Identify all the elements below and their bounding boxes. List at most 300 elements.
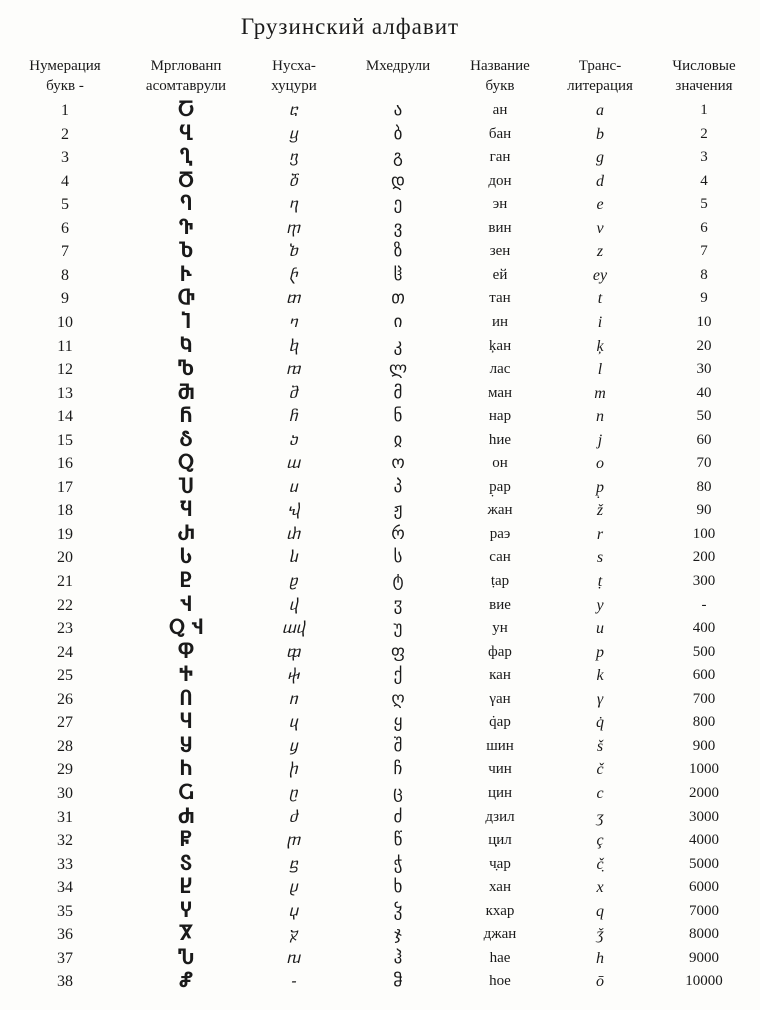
cell-transliteration: č̣ (596, 855, 604, 873)
cell-mkhedruli: ლ (388, 359, 408, 380)
cell-letter-name: вин (488, 219, 512, 236)
cell-numeric-value: 200 (692, 549, 716, 566)
cell-transliteration: g (596, 149, 604, 167)
table-row (0, 900, 760, 924)
cell-numeric-value: 70 (696, 455, 712, 472)
cell-number: 4 (61, 172, 69, 190)
cell-transliteration: x (596, 879, 604, 897)
cell-numeric-value: 1 (700, 102, 708, 118)
cell-numeric-value: 90 (696, 502, 712, 519)
cell-transliteration: a (596, 102, 604, 119)
table-row (0, 923, 760, 947)
cell-number: 30 (57, 784, 73, 802)
cell-mrglovani: Ⴇ (177, 287, 195, 310)
cell-mrglovani: Ⴈ (181, 310, 191, 333)
cell-transliteration: ō (596, 973, 604, 991)
cell-mrglovani: Ⴗ (180, 711, 192, 734)
cell-mkhedruli: უ (393, 618, 403, 639)
cell-transliteration: j (597, 431, 603, 449)
cell-nuskhakhutsuri: ⴀ (289, 101, 299, 119)
table-row (0, 452, 760, 476)
cell-mkhedruli: ჟ (393, 500, 403, 521)
cell-number: 37 (57, 949, 73, 967)
cell-transliteration: t (597, 290, 603, 308)
cell-number: 25 (57, 667, 73, 685)
cell-transliteration: z (596, 243, 604, 261)
cell-numeric-value: 4000 (689, 832, 719, 849)
table-row (0, 170, 760, 194)
table-row (0, 546, 760, 570)
header-transliteration-line2: литерация (567, 78, 633, 94)
cell-mkhedruli: წ (393, 830, 403, 851)
cell-transliteration: ç (596, 832, 604, 850)
cell-letter-name: сан (489, 549, 511, 566)
cell-number: 18 (57, 502, 73, 520)
cell-letter-name: hoe (489, 973, 511, 990)
cell-letter-name: тан (489, 290, 511, 307)
cell-mrglovani: Ⴝ (180, 852, 192, 875)
cell-mrglovani: Ⴠ (177, 946, 195, 969)
table-row (0, 782, 760, 806)
cell-nuskhakhutsuri: ⴛ (289, 807, 299, 826)
cell-letter-name: hae (489, 949, 511, 966)
cell-transliteration: š (596, 737, 604, 755)
cell-mkhedruli: თ (391, 288, 405, 309)
cell-mrglovani: Ⴍ (177, 452, 195, 475)
cell-letter-name: ун (492, 620, 508, 637)
cell-transliteration: ʒ (596, 808, 604, 826)
table-row (0, 735, 760, 759)
cell-number: 5 (61, 196, 69, 214)
cell-nuskhakhutsuri: ⴝ (289, 854, 299, 873)
cell-numeric-value: 900 (692, 737, 716, 754)
cell-nuskhakhutsuri: ⴇ (286, 289, 302, 308)
cell-number: 26 (57, 690, 73, 708)
table-row (0, 688, 760, 712)
cell-mrglovani: Ⴟ (179, 923, 193, 946)
cell-nuskhakhutsuri: ⴖ (289, 689, 299, 708)
cell-nuskhakhutsuri: ⴃ (289, 171, 299, 190)
table-row (0, 429, 760, 453)
table-row (0, 947, 760, 971)
cell-letter-name: вие (489, 596, 511, 613)
table-row (0, 711, 760, 735)
cell-numeric-value: 20 (696, 337, 712, 354)
table-row (0, 806, 760, 830)
cell-transliteration: q (596, 902, 604, 920)
cell-numeric-value: 60 (696, 431, 712, 448)
header-letter-name-line2: букв (485, 78, 515, 94)
table-row (0, 758, 760, 782)
header-numbering-line2: букв - (46, 78, 84, 94)
cell-letter-name: зен (489, 243, 511, 260)
cell-transliteration: q̇ (596, 714, 604, 732)
cell-mrglovani: Ⴌ (180, 405, 192, 428)
cell-transliteration: d (596, 172, 604, 190)
cell-nuskhakhutsuri: ⴍ (287, 454, 301, 473)
header-transliteration (555, 56, 645, 96)
cell-transliteration: n (596, 408, 604, 426)
cell-numeric-value: 2 (700, 125, 708, 142)
cell-mrglovani: Ⴉ (180, 334, 192, 357)
cell-nuskhakhutsuri: ⴌ (289, 407, 299, 426)
cell-mkhedruli: ე (393, 194, 403, 215)
cell-letter-name: дон (488, 172, 512, 189)
cell-transliteration: v (596, 219, 604, 237)
table-row (0, 99, 760, 123)
table-row (0, 382, 760, 406)
cell-nuskhakhutsuri: ⴆ (289, 242, 299, 261)
cell-letter-name: фар (488, 643, 512, 660)
cell-transliteration: y (596, 596, 604, 614)
header-mkhedruli-line1: Мхедрули (365, 58, 431, 74)
cell-number: 15 (57, 431, 73, 449)
cell-letter-name: цин (487, 784, 513, 801)
cell-letter-name: дзил (485, 808, 515, 825)
cell-letter-name: раэ (489, 525, 511, 542)
table-row (0, 287, 760, 311)
cell-nuskhakhutsuri: ⴋ (289, 383, 299, 402)
cell-numeric-value: 100 (692, 525, 716, 542)
cell-numeric-value: 9 (700, 290, 708, 307)
cell-transliteration: s (596, 549, 604, 567)
cell-transliteration: r (596, 525, 604, 543)
cell-nuskhakhutsuri: ⴎ (289, 477, 299, 496)
header-transliteration-line1: Транс- (578, 58, 622, 74)
cell-number: 27 (57, 714, 73, 732)
table-row (0, 476, 760, 500)
cell-number: 12 (57, 361, 73, 379)
cell-nuskhakhutsuri: ⴁ (289, 124, 299, 143)
cell-nuskhakhutsuri: ⴄ (289, 195, 299, 214)
cell-transliteration: b (596, 125, 604, 143)
cell-number: 1 (61, 102, 69, 119)
cell-numeric-value: 30 (696, 361, 712, 378)
cell-numeric-value: 1000 (689, 761, 719, 778)
cell-mrglovani: Ⴀ (177, 99, 195, 121)
cell-number: 22 (57, 596, 73, 614)
cell-mrglovani: Ⴜ (180, 829, 192, 852)
cell-letter-name: он (492, 455, 508, 472)
cell-nuskhakhutsuri: ⴢ (289, 430, 299, 449)
header-nuskhakhutsuri (254, 56, 334, 96)
cell-nuskhakhutsuri: ⴟ (289, 925, 299, 944)
cell-nuskhakhutsuri: ⴉ (289, 336, 299, 355)
cell-letter-name: ķан (488, 337, 512, 354)
cell-mkhedruli: ჰ (393, 947, 403, 968)
cell-letter-name: ин (491, 313, 509, 330)
cell-numeric-value: 6000 (689, 879, 719, 896)
cell-number: 16 (57, 455, 73, 473)
table-row (0, 499, 760, 523)
table-row (0, 876, 760, 900)
header-letter-name-line1: Название (470, 58, 530, 74)
cell-transliteration: e (596, 196, 604, 214)
cell-number: 35 (57, 902, 73, 920)
cell-nuskhakhutsuri: ⴕ (287, 666, 301, 685)
cell-number: 17 (57, 478, 73, 496)
table-row (0, 358, 760, 382)
cell-mrglovani: Ⴐ (177, 522, 195, 545)
cell-numeric-value: 4 (700, 172, 708, 189)
table-row (0, 523, 760, 547)
table-row (0, 240, 760, 264)
cell-numeric-value: 800 (692, 714, 716, 731)
table-row (0, 853, 760, 877)
cell-mkhedruli: ჳ (393, 594, 403, 615)
cell-number: 11 (57, 337, 73, 355)
cell-mrglovani: Ⴤ (180, 899, 192, 922)
cell-transliteration: ķ (596, 337, 604, 355)
cell-nuskhakhutsuri: ⴍⴣ (282, 619, 306, 638)
cell-numeric-value: 3 (700, 149, 708, 166)
cell-numeric-value: 8 (700, 266, 708, 283)
cell-nuskhakhutsuri: ⴚ (289, 783, 299, 802)
cell-mrglovani: Ⴑ (180, 546, 192, 569)
cell-mkhedruli: ვ (393, 217, 403, 238)
cell-mkhedruli: ს (393, 547, 403, 568)
table-row (0, 829, 760, 853)
cell-mkhedruli: ც (393, 782, 403, 803)
table-row (0, 570, 760, 594)
cell-letter-name: нар (488, 408, 512, 425)
cell-nuskhakhutsuri: ⴔ (286, 642, 302, 661)
cell-number: 33 (57, 855, 73, 873)
cell-number: 14 (57, 408, 73, 426)
cell-numeric-value: 80 (696, 478, 712, 495)
cell-transliteration: p (596, 643, 604, 661)
cell-mkhedruli: ძ (393, 806, 403, 827)
cell-numeric-value: 7000 (689, 902, 719, 919)
cell-number: 20 (57, 549, 73, 567)
cell-letter-name: кхар (485, 902, 515, 919)
header-nuskhakhutsuri-line1: Нусха- (272, 58, 316, 74)
cell-mrglovani: Ⴢ (179, 428, 193, 451)
cell-mkhedruli: ნ (393, 406, 403, 427)
header-numeric-value (654, 56, 754, 96)
cell-mkhedruli: კ (393, 335, 403, 356)
cell-mrglovani: Ⴃ (178, 169, 194, 192)
cell-letter-name: ч̣ар (489, 855, 511, 872)
cell-transliteration: h (596, 949, 604, 967)
cell-number: 10 (57, 313, 73, 331)
cell-nuskhakhutsuri: ⴐ (287, 524, 301, 543)
cell-nuskhakhutsuri: ⴤ (289, 901, 299, 920)
cell-nuskhakhutsuri: ⴡ (289, 265, 299, 284)
cell-nuskhakhutsuri: - (291, 972, 297, 991)
cell-mrglovani: Ⴡ (180, 263, 192, 286)
cell-nuskhakhutsuri: ⴏ (287, 501, 301, 520)
header-letter-name (455, 56, 545, 96)
cell-mrglovani: Ⴍ Ⴣ (168, 617, 204, 640)
cell-mrglovani: Ⴞ (180, 876, 192, 899)
cell-transliteration: γ (596, 690, 604, 708)
cell-number: 34 (57, 879, 73, 897)
cell-number: 31 (57, 808, 73, 826)
cell-number: 2 (61, 125, 69, 143)
cell-mrglovani: Ⴔ (177, 640, 195, 663)
cell-nuskhakhutsuri: ⴗ (289, 713, 299, 732)
table-row (0, 970, 760, 994)
cell-number: 7 (61, 243, 69, 261)
cell-mrglovani: Ⴘ (180, 734, 192, 757)
cell-nuskhakhutsuri: ⴊ (286, 360, 302, 379)
table-row (0, 264, 760, 288)
cell-numeric-value: 8000 (689, 926, 719, 943)
page-title: Грузинский алфавит (240, 14, 460, 39)
cell-mrglovani: Ⴕ (179, 664, 193, 687)
cell-number: 21 (57, 573, 73, 590)
cell-mrglovani: Ⴖ (180, 687, 192, 710)
table-row (0, 217, 760, 241)
cell-transliteration: l (597, 361, 603, 379)
cell-numeric-value: 600 (692, 667, 716, 684)
cell-number: 13 (57, 384, 73, 402)
cell-nuskhakhutsuri: ⴂ (289, 148, 299, 167)
cell-mkhedruli: გ (393, 147, 403, 168)
cell-mrglovani: Ⴚ (178, 781, 194, 804)
cell-mkhedruli: მ (393, 382, 403, 403)
table-row (0, 617, 760, 641)
cell-number: 6 (61, 219, 69, 237)
cell-mkhedruli: ღ (391, 688, 405, 709)
cell-mkhedruli: ჯ (394, 924, 402, 945)
cell-mkhedruli: ჩ (393, 759, 403, 780)
cell-number: 29 (57, 761, 73, 779)
cell-mkhedruli: დ (391, 170, 405, 191)
cell-number: 23 (57, 620, 73, 638)
cell-transliteration: ṭ (597, 573, 603, 590)
cell-numeric-value: 300 (692, 573, 716, 589)
cell-mkhedruli: ფ (390, 641, 406, 662)
cell-mrglovani: Ⴂ (179, 146, 193, 169)
cell-letter-name: ṭар (490, 573, 510, 589)
cell-mrglovani: Ⴙ (180, 758, 192, 781)
cell-numeric-value: 400 (692, 620, 716, 637)
cell-letter-name: p̣ар (489, 478, 511, 495)
cell-numeric-value: 40 (696, 384, 712, 401)
cell-transliteration: c (596, 784, 604, 802)
cell-letter-name: хан (489, 879, 511, 896)
header-nuskhakhutsuri-line2: хуцури (271, 78, 317, 94)
cell-mrglovani: Ⴆ (178, 240, 194, 263)
cell-number: 19 (57, 525, 73, 543)
cell-numeric-value: 10000 (685, 973, 723, 990)
cell-mkhedruli: ჱ (393, 264, 403, 285)
cell-mkhedruli: ყ (393, 712, 403, 733)
cell-letter-name: кан (489, 667, 511, 684)
cell-number: 32 (57, 832, 73, 850)
table-row (0, 193, 760, 217)
cell-mkhedruli: შ (393, 735, 403, 756)
cell-mkhedruli: ჴ (393, 900, 403, 921)
header-numeric-value-line1: Числовые (672, 58, 736, 74)
cell-mrglovani: Ⴊ (177, 358, 194, 381)
cell-numeric-value: 5 (700, 196, 708, 213)
table-row (0, 664, 760, 688)
cell-letter-name: γан (489, 690, 511, 707)
cell-mkhedruli: ქ (393, 665, 403, 686)
cell-nuskhakhutsuri: ⴈ (289, 312, 299, 331)
cell-transliteration: o (596, 455, 604, 473)
cell-nuskhakhutsuri: ⴜ (287, 831, 301, 850)
table-row (0, 641, 760, 665)
cell-letter-name: ман (487, 384, 513, 401)
header-mkhedruli (350, 56, 446, 76)
cell-mkhedruli: ი (393, 311, 403, 332)
cell-letter-name: бан (488, 125, 512, 142)
cell-mrglovani: Ⴁ (179, 122, 193, 145)
header-mrglovani-line2: асомтаврули (145, 78, 227, 94)
table-row (0, 146, 760, 170)
table-row (0, 405, 760, 429)
cell-numeric-value: 700 (692, 690, 716, 707)
cell-mrglovani: Ⴏ (180, 499, 192, 522)
cell-number: 38 (57, 973, 73, 991)
cell-number: 9 (61, 290, 69, 308)
cell-number: 28 (57, 737, 73, 755)
cell-nuskhakhutsuri: ⴠ (287, 948, 301, 967)
cell-numeric-value: - (701, 596, 707, 613)
cell-letter-name: эн (492, 196, 508, 213)
cell-letter-name: шин (486, 737, 514, 754)
cell-mkhedruli: ა (393, 100, 403, 120)
cell-numeric-value: 2000 (689, 784, 719, 801)
header-numbering (20, 56, 110, 96)
cell-transliteration: k (596, 667, 604, 685)
cell-nuskhakhutsuri: ⴙ (289, 760, 299, 779)
cell-mkhedruli: ტ (392, 571, 404, 591)
cell-mrglovani: Ⴋ (177, 381, 195, 404)
cell-letter-name: q̇ар (489, 714, 511, 731)
cell-transliteration: u (596, 620, 604, 638)
cell-mrglovani: Ⴄ (180, 193, 192, 216)
cell-transliteration: č (596, 761, 604, 779)
cell-mkhedruli: ბ (393, 123, 403, 144)
cell-mkhedruli: ჵ (393, 971, 403, 992)
cell-numeric-value: 9000 (689, 949, 719, 966)
cell-numeric-value: 7 (700, 243, 708, 260)
cell-numeric-value: 3000 (689, 808, 719, 825)
cell-number: 3 (61, 149, 69, 167)
cell-numeric-value: 6 (700, 219, 708, 236)
cell-letter-name: ган (489, 149, 511, 166)
cell-mrglovani: Ⴣ (180, 593, 192, 616)
cell-transliteration: p̣ (596, 478, 604, 496)
header-numbering-line1: Нумерация (29, 58, 101, 74)
cell-mkhedruli: ხ (393, 877, 403, 898)
cell-letter-name: чин (488, 761, 512, 778)
table-row (0, 123, 760, 147)
cell-transliteration: ǯ (596, 926, 604, 944)
header-mrglovani-line1: Мрглованп (150, 58, 222, 74)
cell-letter-name: лас (489, 361, 511, 378)
cell-numeric-value: 500 (692, 643, 716, 660)
cell-mrglovani: Ⴛ (177, 805, 195, 828)
cell-mrglovani: Ⴥ (178, 970, 194, 993)
cell-nuskhakhutsuri: ⴅ (287, 218, 301, 237)
cell-nuskhakhutsuri: ⴣ (289, 595, 299, 614)
cell-letter-name: ей (492, 266, 508, 283)
cell-nuskhakhutsuri: ⴑ (289, 548, 299, 567)
table-row (0, 594, 760, 618)
cell-mkhedruli: ჲ (393, 429, 403, 450)
cell-letter-name: ц̣ил (488, 832, 512, 849)
cell-transliteration: ž (596, 502, 604, 520)
cell-mkhedruli: ზ (393, 241, 403, 262)
cell-letter-name: ан (492, 102, 508, 118)
cell-mkhedruli: ო (391, 453, 405, 474)
